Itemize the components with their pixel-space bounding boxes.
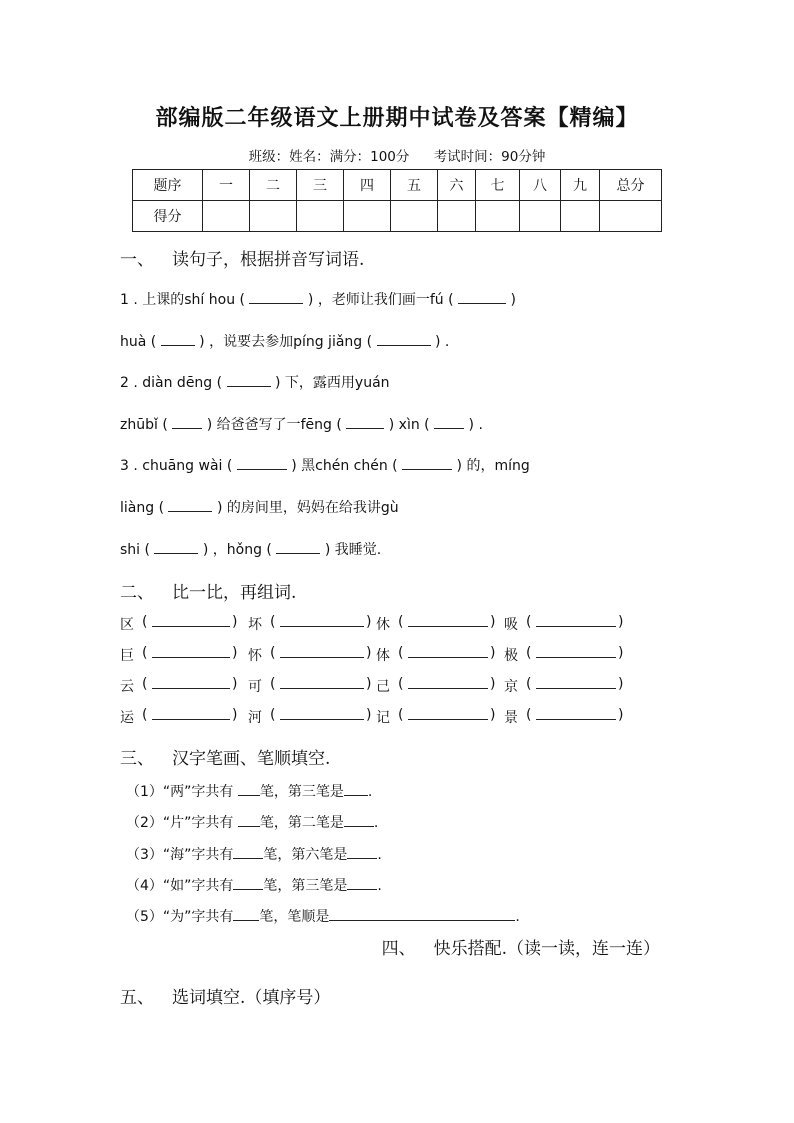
paren-close: ) bbox=[232, 614, 238, 630]
answer-blank[interactable] bbox=[238, 783, 260, 796]
answer-blank[interactable] bbox=[402, 457, 452, 470]
text: . bbox=[373, 815, 379, 831]
paren-open: ( bbox=[398, 645, 404, 661]
answer-blank[interactable] bbox=[408, 645, 488, 658]
text: ) . bbox=[435, 334, 450, 350]
paren-close: ) bbox=[490, 614, 496, 630]
text: ) 黑chén chén ( bbox=[291, 458, 398, 474]
text: shi ( bbox=[120, 542, 150, 558]
class-name-score: 班级：姓名：满分：100分 bbox=[248, 149, 410, 165]
char: 极 bbox=[504, 648, 518, 664]
score-cell[interactable] bbox=[203, 201, 250, 232]
answer-blank[interactable] bbox=[408, 707, 488, 720]
section-number: 五、 bbox=[120, 988, 154, 1008]
header-cell: 九 bbox=[561, 170, 600, 201]
answer-blank[interactable] bbox=[154, 541, 198, 554]
paren-open: ( bbox=[270, 707, 276, 723]
page-title: 部编版二年级语文上册期中试卷及答案【精编】 bbox=[155, 105, 639, 131]
text: 笔，第三笔是 bbox=[259, 784, 344, 800]
paren-close: ) bbox=[618, 707, 624, 723]
header-cell: 七 bbox=[476, 170, 520, 201]
sentence-line bbox=[120, 372, 390, 392]
char: 可 bbox=[248, 679, 262, 695]
paren-open: ( bbox=[142, 645, 148, 661]
answer-blank[interactable] bbox=[536, 645, 616, 658]
text: 2 . diàn dēng ( bbox=[120, 375, 223, 391]
paren-open: ( bbox=[526, 645, 532, 661]
paren-close: ) bbox=[232, 707, 238, 723]
answer-blank[interactable] bbox=[152, 707, 230, 720]
paren-close: ) bbox=[366, 614, 372, 630]
char: 坏 bbox=[248, 617, 262, 633]
section-3-heading bbox=[120, 744, 330, 769]
paren-open: ( bbox=[526, 707, 532, 723]
score-table-row bbox=[133, 201, 662, 232]
answer-blank[interactable] bbox=[168, 499, 212, 512]
row-label: 得分 bbox=[133, 201, 203, 232]
char: 己 bbox=[376, 679, 390, 695]
text: 笔，第六笔是 bbox=[263, 847, 348, 863]
section-1-heading bbox=[120, 245, 364, 270]
char: 休 bbox=[376, 617, 390, 633]
header-cell: 题序 bbox=[133, 170, 203, 201]
text: . bbox=[377, 878, 382, 894]
text: ) bbox=[510, 292, 516, 308]
score-cell[interactable] bbox=[297, 201, 344, 232]
text: zhūbǐ ( bbox=[120, 417, 168, 433]
text: 3 . chuāng wài ( bbox=[120, 458, 233, 474]
text: . bbox=[377, 847, 382, 863]
answer-blank[interactable] bbox=[233, 846, 263, 859]
score-cell[interactable] bbox=[600, 201, 662, 232]
char: 体 bbox=[376, 648, 390, 664]
score-cell[interactable] bbox=[476, 201, 520, 232]
answer-blank[interactable] bbox=[238, 814, 260, 827]
char: 运 bbox=[120, 710, 134, 726]
score-table-header bbox=[133, 170, 662, 201]
text: . bbox=[515, 909, 520, 925]
sentence-line bbox=[120, 289, 516, 309]
answer-blank[interactable] bbox=[152, 676, 230, 689]
text: （1）“两”字共有 bbox=[126, 784, 234, 800]
paren-open: ( bbox=[398, 676, 404, 692]
answer-blank[interactable] bbox=[249, 291, 303, 304]
sentence-line bbox=[120, 539, 381, 559]
answer-blank[interactable] bbox=[280, 614, 364, 627]
answer-blank[interactable] bbox=[458, 291, 506, 304]
score-cell[interactable] bbox=[561, 201, 600, 232]
header-cell: 八 bbox=[520, 170, 561, 201]
answer-blank[interactable] bbox=[377, 333, 431, 346]
char: 怀 bbox=[248, 648, 262, 664]
section-number: 二、 bbox=[120, 583, 154, 603]
text: 笔，笔顺是 bbox=[259, 909, 330, 925]
answer-blank[interactable] bbox=[152, 614, 230, 627]
score-cell[interactable] bbox=[520, 201, 561, 232]
text: huà ( bbox=[120, 334, 157, 350]
section-title: 比一比，再组词. bbox=[172, 583, 297, 603]
stroke-item bbox=[126, 875, 382, 895]
paren-close: ) bbox=[366, 645, 372, 661]
paren-open: ( bbox=[526, 676, 532, 692]
paren-close: ) bbox=[232, 645, 238, 661]
answer-blank[interactable] bbox=[536, 707, 616, 720]
text: （4）“如”字共有 bbox=[126, 878, 234, 894]
answer-blank[interactable] bbox=[536, 614, 616, 627]
char: 巨 bbox=[120, 648, 134, 664]
answer-blank[interactable] bbox=[347, 846, 377, 859]
header-cell: 六 bbox=[438, 170, 476, 201]
answer-blank[interactable] bbox=[347, 877, 377, 890]
answer-blank[interactable] bbox=[161, 333, 195, 346]
score-table bbox=[132, 169, 662, 232]
answer-blank[interactable] bbox=[280, 645, 364, 658]
header-cell: 三 bbox=[297, 170, 344, 201]
char: 云 bbox=[120, 679, 134, 695]
paren-open: ( bbox=[398, 707, 404, 723]
answer-blank[interactable] bbox=[280, 676, 364, 689]
text: . bbox=[367, 784, 373, 800]
section-title: 选词填空.（填序号） bbox=[172, 988, 331, 1008]
answer-blank[interactable] bbox=[536, 676, 616, 689]
paren-close: ) bbox=[618, 676, 624, 692]
stroke-item bbox=[126, 812, 378, 832]
paren-close: ) bbox=[490, 645, 496, 661]
sentence-line bbox=[120, 455, 530, 475]
answer-blank[interactable] bbox=[434, 416, 464, 429]
answer-blank[interactable] bbox=[280, 707, 364, 720]
score-cell[interactable] bbox=[391, 201, 438, 232]
sentence-line bbox=[120, 331, 449, 351]
paren-open: ( bbox=[142, 614, 148, 630]
text: ) 给爸爸写了一fēng ( bbox=[206, 417, 342, 433]
text: ) 我睡觉. bbox=[324, 542, 382, 558]
answer-blank[interactable] bbox=[172, 416, 202, 429]
paren-close: ) bbox=[490, 676, 496, 692]
score-cell[interactable] bbox=[250, 201, 297, 232]
paren-close: ) bbox=[618, 645, 624, 661]
paren-open: ( bbox=[270, 645, 276, 661]
text: ) 的房间里，妈妈在给我讲gù bbox=[216, 500, 399, 516]
header-cell: 一 bbox=[203, 170, 250, 201]
section-number: 一、 bbox=[120, 250, 154, 270]
paren-open: ( bbox=[142, 707, 148, 723]
char: 吸 bbox=[504, 617, 518, 633]
char: 区 bbox=[120, 617, 134, 633]
paren-open: ( bbox=[526, 614, 532, 630]
stroke-item bbox=[126, 906, 520, 926]
char: 京 bbox=[504, 679, 518, 695]
section-title: 汉字笔画、笔顺填空. bbox=[172, 749, 331, 769]
text: ) ，hǒng ( bbox=[202, 542, 272, 558]
text: ) 下，露西用yuán bbox=[275, 375, 390, 391]
answer-blank[interactable] bbox=[152, 645, 230, 658]
score-cell[interactable] bbox=[438, 201, 476, 232]
text: 笔，第二笔是 bbox=[259, 815, 344, 831]
paren-close: ) bbox=[366, 676, 372, 692]
paren-open: ( bbox=[270, 676, 276, 692]
answer-blank[interactable] bbox=[227, 374, 271, 387]
answer-blank[interactable] bbox=[408, 676, 488, 689]
answer-blank[interactable] bbox=[233, 908, 259, 921]
section-number: 三、 bbox=[120, 749, 154, 769]
paren-close: ) bbox=[618, 614, 624, 630]
section-5-heading bbox=[120, 983, 330, 1008]
paren-close: ) bbox=[490, 707, 496, 723]
text: （5）“为”字共有 bbox=[126, 909, 234, 925]
paren-close: ) bbox=[366, 707, 372, 723]
header-cell: 二 bbox=[250, 170, 297, 201]
answer-blank[interactable] bbox=[276, 541, 320, 554]
sentence-line bbox=[120, 414, 483, 434]
exam-info bbox=[0, 145, 794, 165]
text: liàng ( bbox=[120, 500, 165, 516]
header-cell: 总分 bbox=[600, 170, 662, 201]
char: 河 bbox=[248, 710, 262, 726]
header-cell: 五 bbox=[391, 170, 438, 201]
exam-time: 考试时间：90分钟 bbox=[433, 149, 546, 165]
char: 记 bbox=[376, 710, 390, 726]
section-title: 快乐搭配.（读一读，连一连） bbox=[433, 939, 660, 959]
answer-blank[interactable] bbox=[329, 908, 515, 921]
answer-blank[interactable] bbox=[344, 814, 374, 827]
answer-blank[interactable] bbox=[344, 783, 368, 796]
paren-open: ( bbox=[398, 614, 404, 630]
section-number: 四、 bbox=[381, 939, 416, 959]
paren-open: ( bbox=[270, 614, 276, 630]
answer-blank[interactable] bbox=[233, 877, 263, 890]
text: （3）“海”字共有 bbox=[126, 847, 234, 863]
paren-close: ) bbox=[232, 676, 238, 692]
section-4-heading bbox=[382, 934, 660, 959]
text: （2）“片”字共有 bbox=[126, 815, 234, 831]
answer-blank[interactable] bbox=[408, 614, 488, 627]
text: ) . bbox=[468, 417, 483, 433]
paren-open: ( bbox=[142, 676, 148, 692]
section-title: 读句子，根据拼音写词语. bbox=[172, 250, 365, 270]
section-2-heading bbox=[120, 578, 296, 603]
sentence-line bbox=[120, 497, 399, 517]
text: ) ，说要去参加píng jiǎng ( bbox=[199, 334, 373, 350]
header-cell: 四 bbox=[344, 170, 391, 201]
score-cell[interactable] bbox=[344, 201, 391, 232]
text: ) 的，míng bbox=[456, 458, 530, 474]
stroke-item bbox=[126, 844, 382, 864]
char: 景 bbox=[504, 710, 518, 726]
stroke-item bbox=[126, 781, 372, 801]
answer-blank[interactable] bbox=[237, 457, 287, 470]
text: 笔，第三笔是 bbox=[263, 878, 348, 894]
text: ) xìn ( bbox=[388, 417, 430, 433]
answer-blank[interactable] bbox=[346, 416, 384, 429]
text: ) ，老师让我们画一fú ( bbox=[307, 292, 454, 308]
text: 1 . 上课的shí hou ( bbox=[120, 292, 245, 308]
